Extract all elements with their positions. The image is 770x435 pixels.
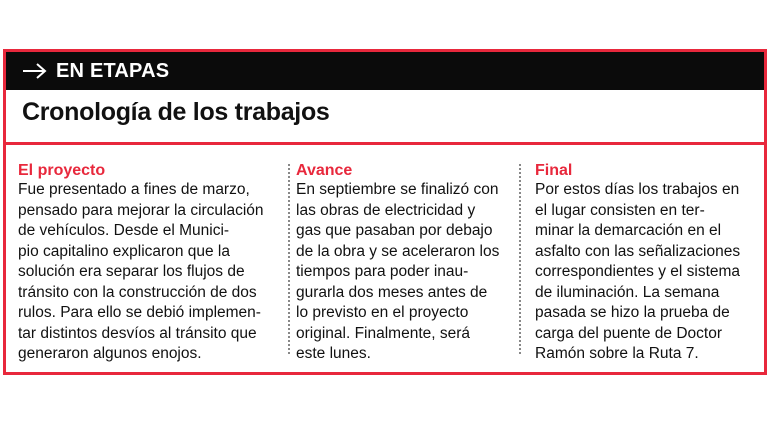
column-heading: El proyecto xyxy=(18,162,106,179)
section-header-bar xyxy=(6,52,764,90)
column-text: Fue presentado a fines de marzo, pensado para mejorar la circulación de vehículos. Desde el Munici- pio capitalino explicaron que la solución era separar los flujos de tránsito con la construcción de dos rulos. Para ello se debió implemen- tar distintos desvíos al tránsito que generaron algunos enojos. xyxy=(18,181,264,362)
column-el-proyecto xyxy=(18,162,280,365)
column-heading: Avance xyxy=(296,162,353,179)
section-kicker: EN ETAPAS xyxy=(56,59,170,82)
column-heading: Final xyxy=(535,162,573,179)
column-text: En septiembre se finalizó con las obras de electricidad y gas que pasaban por debajo de la obra y se aceleraron los tiempos para poder inau- gurarla dos meses antes de lo previsto en el proyecto original. Finalmente, será este lunes. xyxy=(296,181,500,362)
column-text: Por estos días los trabajos en el lugar consisten en ter- minar la demarcación en el asfalto con las señalizaciones correspondientes y el sistema de iluminación. La semana pasada se hizo la prueba de carga del puente de Doctor Ramón sobre la Ruta 7. xyxy=(535,181,741,362)
column-final xyxy=(535,162,757,365)
column-divider xyxy=(288,164,290,354)
arrow-right-icon xyxy=(22,61,48,81)
infographic-box xyxy=(3,49,767,375)
page-title: Cronología de los trabajos xyxy=(22,98,330,126)
title-divider xyxy=(6,142,764,145)
column-divider xyxy=(519,164,521,354)
column-avance xyxy=(296,162,508,365)
